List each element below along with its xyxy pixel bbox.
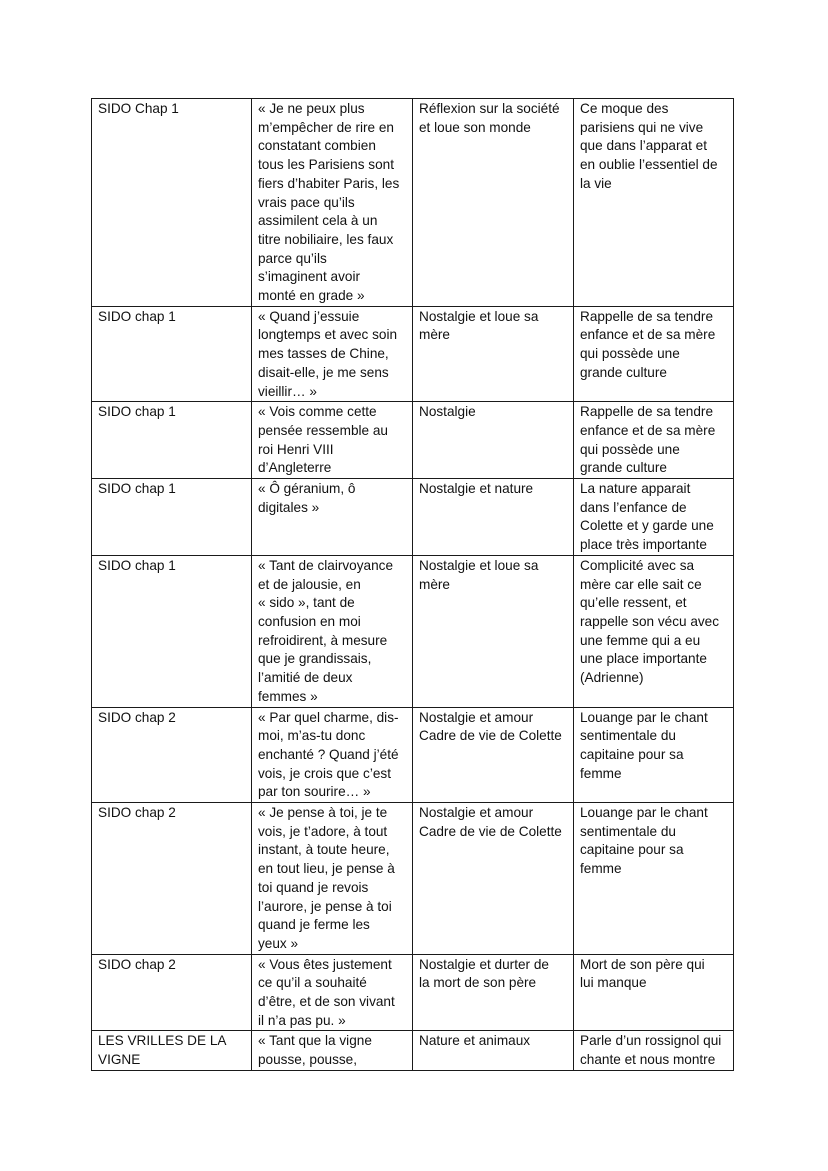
quote-cell <box>252 707 413 803</box>
analysis-text: Rappelle de sa tendre enfance et de sa mère qui possède une grande culture <box>580 308 716 380</box>
work-text: SIDO chap 1 <box>98 308 176 324</box>
quote-text: « Tant de clairvoyance et de jalousie, en « sido », tant de confusion en moi refroidirent, à mesure que je grandissais, l’amitié de deux femmes » <box>258 557 394 704</box>
quote-text: « Tant que la vigne pousse, pousse, <box>258 1033 372 1068</box>
table-row <box>92 954 734 1031</box>
analysis-text: Parle d’un rossignol qui chante et nous montre <box>580 1033 722 1068</box>
quote-cell <box>252 1031 413 1070</box>
table-row <box>92 99 734 307</box>
work-cell <box>92 99 252 307</box>
quote-text: « Vois comme cette pensée ressemble au roi Henri VIII d’Angleterre <box>258 404 388 476</box>
work-cell <box>92 479 252 556</box>
quote-text: « Par quel charme, dis- moi, m’as-tu donc enchanté ? Quand j’été vois, je crois que c’est par ton sourire… » <box>258 709 399 800</box>
table-row <box>92 479 734 556</box>
work-cell <box>92 954 252 1031</box>
theme-text: Nature et animaux <box>419 1033 531 1049</box>
work-cell <box>92 402 252 479</box>
quote-cell <box>252 803 413 955</box>
work-cell <box>92 803 252 955</box>
analysis-text: La nature apparait dans l’enfance de Colette et y garde une place très importante <box>580 481 714 553</box>
quote-cell <box>252 99 413 307</box>
work-text: SIDO Chap 1 <box>98 101 179 116</box>
work-text: SIDO chap 2 <box>98 709 176 725</box>
analysis-cell <box>574 479 734 556</box>
quote-cell <box>252 954 413 1031</box>
quote-text: « Je ne peux plus m’empêcher de rire en constatant combien tous les Parisiens sont fiers d’habiter Paris, les vrais pace qu’ils assimilent cela à un titre nobiliaire, les faux parce qu’ils s’imaginent avoir monté en grade » <box>258 101 400 304</box>
table-row <box>92 707 734 803</box>
work-text: SIDO chap 1 <box>98 481 176 497</box>
theme-text: Nostalgie et durter de la mort de son père <box>419 956 549 991</box>
table-row <box>92 803 734 955</box>
theme-cell <box>413 479 574 556</box>
quote-text: « Vous êtes justement ce qu’il a souhaité d’être, et de son vivant il n’a pas pu. » <box>258 956 395 1028</box>
quote-cell <box>252 306 413 402</box>
work-cell <box>92 1031 252 1070</box>
theme-text: Nostalgie et loue sa mère <box>419 557 539 592</box>
analysis-text: Louange par le chant sentimentale du capitaine pour sa femme <box>580 805 708 877</box>
analysis-text: Complicité avec sa mère car elle sait ce qu’elle ressent, et rappelle son vécu avec une femme qui a eu une place importante (Adrienne) <box>580 557 720 686</box>
analysis-text: Ce moque des parisiens qui ne vive que dans l’apparat et en oublie l’essentiel de la vie <box>580 101 718 191</box>
theme-cell <box>413 99 574 307</box>
quote-text: « Ô géranium, ô digitales » <box>258 481 356 515</box>
work-text: SIDO chap 2 <box>98 956 176 972</box>
theme-cell <box>413 555 574 707</box>
analysis-cell <box>574 306 734 402</box>
analysis-cell <box>574 954 734 1031</box>
theme-cell <box>413 954 574 1031</box>
table-row <box>92 555 734 707</box>
work-cell <box>92 707 252 803</box>
theme-cell <box>413 402 574 479</box>
work-text: LES VRILLES DE LA VIGNE <box>98 1033 227 1068</box>
analysis-cell <box>574 803 734 955</box>
theme-cell <box>413 306 574 402</box>
quote-cell <box>252 555 413 707</box>
work-text: SIDO chap 1 <box>98 557 176 573</box>
theme-cell <box>413 707 574 803</box>
theme-cell <box>413 803 574 955</box>
theme-text: Nostalgie et loue sa mère <box>419 308 539 343</box>
theme-text: Nostalgie et amour Cadre de vie de Colette <box>419 805 562 839</box>
analysis-text: Louange par le chant sentimentale du capitaine pour sa femme <box>580 709 708 781</box>
quote-text: « Je pense à toi, je te vois, je t’adore, à tout instant, à toute heure, en tout lieu, je pense à toi quand je revois l’aurore, je pense à toi quand je ferme les yeux » <box>258 805 395 951</box>
quote-text: « Quand j’essuie longtemps et avec soin mes tasses de Chine, disait-elle, je me sens vieillir… » <box>258 308 398 399</box>
quotes-table <box>91 98 734 1071</box>
analysis-cell <box>574 1031 734 1070</box>
work-text: SIDO chap 2 <box>98 805 176 821</box>
analysis-cell <box>574 707 734 803</box>
theme-text: Nostalgie <box>419 404 476 420</box>
table-row <box>92 1031 734 1070</box>
work-cell <box>92 555 252 707</box>
analysis-text: Mort de son père qui lui manque <box>580 956 705 991</box>
analysis-text: Rappelle de sa tendre enfance et de sa mère qui possède une grande culture <box>580 404 716 476</box>
theme-cell <box>413 1031 574 1070</box>
analysis-cell <box>574 402 734 479</box>
quote-cell <box>252 402 413 479</box>
theme-text: Nostalgie et amour Cadre de vie de Colette <box>419 709 562 744</box>
theme-text: Nostalgie et nature <box>419 481 534 497</box>
theme-text: Réflexion sur la société et loue son monde <box>419 101 560 135</box>
quote-cell <box>252 479 413 556</box>
analysis-cell <box>574 99 734 307</box>
table-row <box>92 306 734 402</box>
work-text: SIDO chap 1 <box>98 404 176 420</box>
analysis-cell <box>574 555 734 707</box>
work-cell <box>92 306 252 402</box>
table-row <box>92 402 734 479</box>
